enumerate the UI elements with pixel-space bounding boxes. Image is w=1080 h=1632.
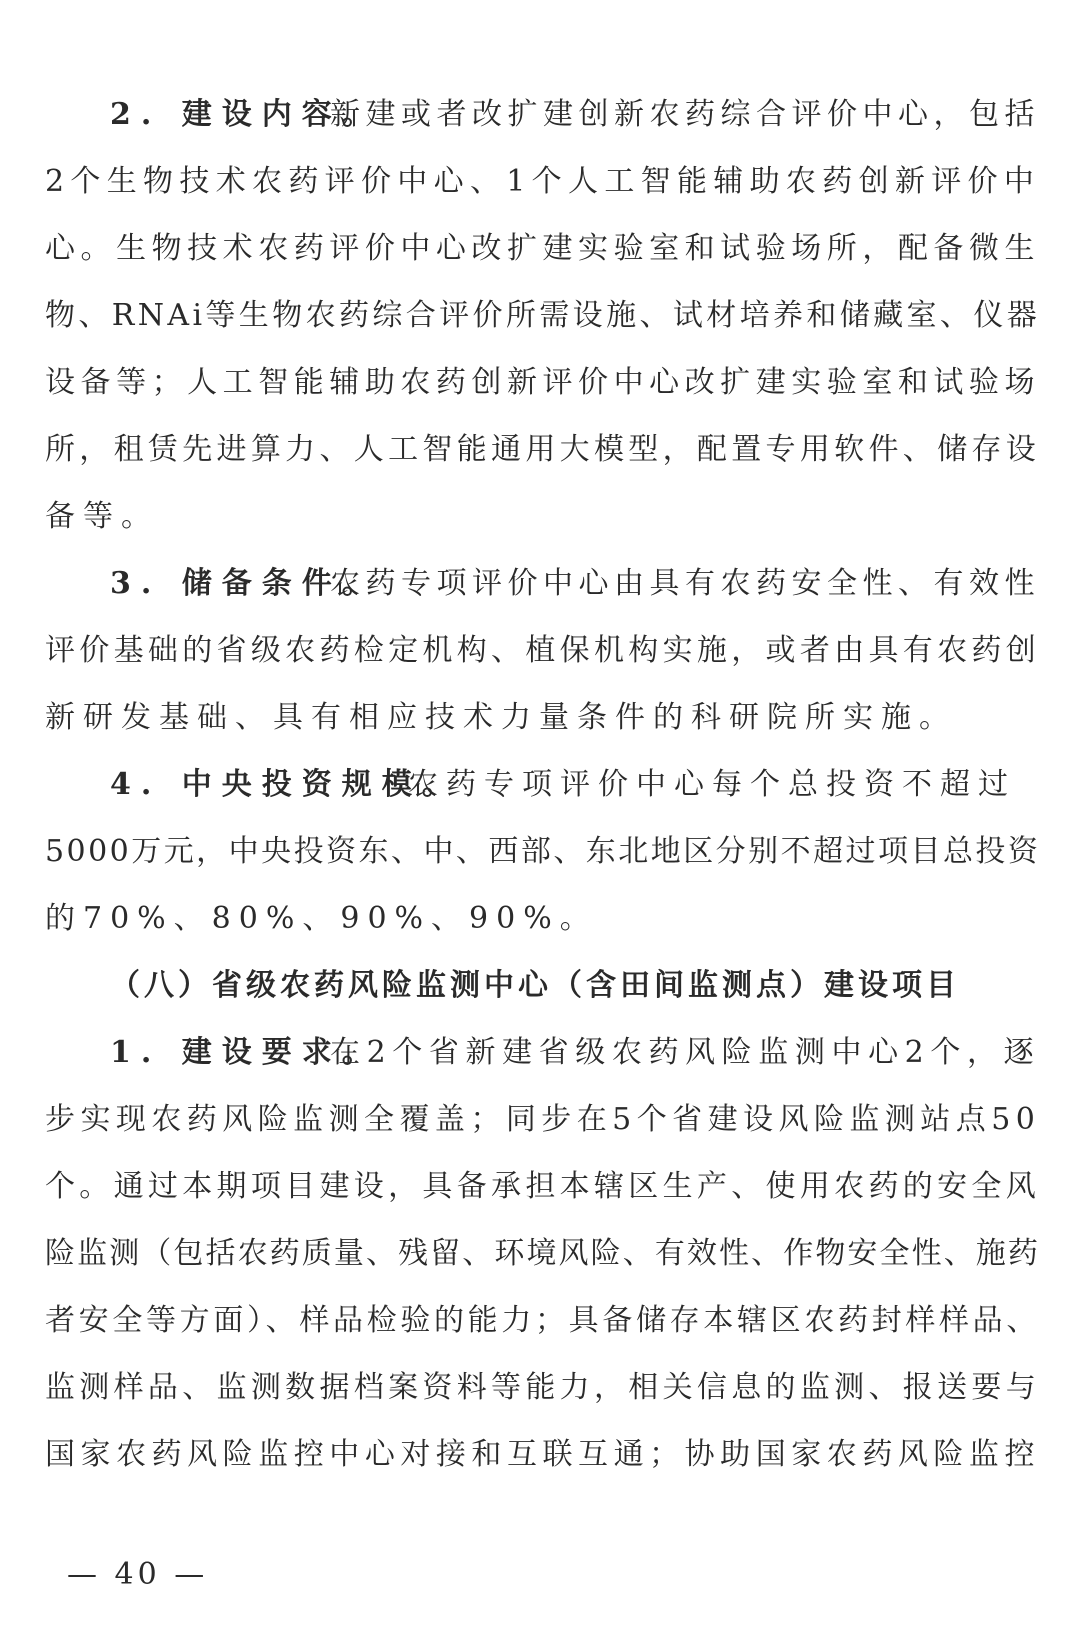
body-text: 5000万元，中央投资东、中、西部、东北地区分别不超过项目总投资 <box>45 834 1041 869</box>
section-heading: 1. 建设要求。 <box>110 1035 382 1070</box>
body-text: 新研发基础、具有相应技术力量条件的科研院所实施。 <box>45 700 957 735</box>
paragraph-line <box>0 818 1080 886</box>
body-text: 农药专项评价中心由具有农药安全性、有效性 <box>330 566 1040 601</box>
page-number: — 40 — <box>67 1557 209 1592</box>
paragraph-line <box>0 1354 1080 1422</box>
body-text: 者安全等方面）、样品检验的能力；具备储存本辖区农药封样样品、 <box>45 1303 1040 1338</box>
paragraph-line <box>0 81 1080 149</box>
paragraph-line <box>0 751 1080 819</box>
body-text: 备等。 <box>45 499 159 534</box>
body-text: 监测样品、监测数据档案资料等能力，相关信息的监测、报送要与 <box>45 1370 1040 1405</box>
paragraph-line <box>0 483 1080 551</box>
paragraph-line <box>0 282 1080 350</box>
paragraph-line <box>0 885 1080 953</box>
body-text: 农药专项评价中心每个总投资不超过 <box>408 767 1016 802</box>
body-text: 物、RNAi等生物农药综合评价所需设施、试材培养和储藏室、仪器 <box>45 298 1041 333</box>
body-text: 步实现农药风险监测全覆盖；同步在5个省建设风险监测站点50 <box>45 1102 1041 1137</box>
body-text: 个。通过本期项目建设，具备承担本辖区生产、使用农药的安全风 <box>45 1169 1040 1204</box>
body-text: 险监测（包括农药质量、残留、环境风险、有效性、作物安全性、施药 <box>45 1236 1040 1271</box>
paragraph-line <box>0 1287 1080 1355</box>
paragraph-line <box>0 1421 1080 1489</box>
paragraph-line <box>0 148 1080 216</box>
section-heading: 4. 中央投资规模。 <box>110 767 462 802</box>
paragraph-line <box>0 215 1080 283</box>
paragraph-line <box>0 1019 1080 1087</box>
paragraph-line <box>0 1153 1080 1221</box>
paragraph-line <box>0 617 1080 685</box>
body-text: 新建或者改扩建创新农药综合评价中心，包括 <box>330 97 1040 132</box>
body-text: 国家农药风险监控中心对接和互联互通；协助国家农药风险监控 <box>45 1437 1040 1472</box>
section-heading: 2. 建设内容。 <box>110 97 382 132</box>
body-text: 心。生物技术农药评价中心改扩建实验室和试验场所，配备微生 <box>45 231 1040 266</box>
subsection-heading: （八）省级农药风险监测中心（含田间监测点）建设项目 <box>110 968 960 1003</box>
paragraph-line <box>0 416 1080 484</box>
paragraph-line <box>0 550 1080 618</box>
paragraph-line <box>0 1086 1080 1154</box>
paragraph-line <box>0 349 1080 417</box>
paragraph-line <box>0 952 1080 1020</box>
body-text: 在2个省新建省级农药风险监测中心2个，逐 <box>330 1035 1041 1070</box>
paragraph-line <box>0 684 1080 752</box>
body-text: 设备等；人工智能辅助农药创新评价中心改扩建实验室和试验场 <box>45 365 1040 400</box>
body-text: 评价基础的省级农药检定机构、植保机构实施，或者由具有农药创 <box>45 633 1040 668</box>
body-text: 所，租赁先进算力、人工智能通用大模型，配置专用软件、储存设 <box>45 432 1040 467</box>
body-text: 的70%、80%、90%、90%。 <box>45 901 598 936</box>
section-heading: 3. 储备条件。 <box>110 566 382 601</box>
body-text: 2个生物技术农药评价中心、1个人工智能辅助农药创新评价中 <box>45 164 1041 199</box>
paragraph-line <box>0 1220 1080 1288</box>
